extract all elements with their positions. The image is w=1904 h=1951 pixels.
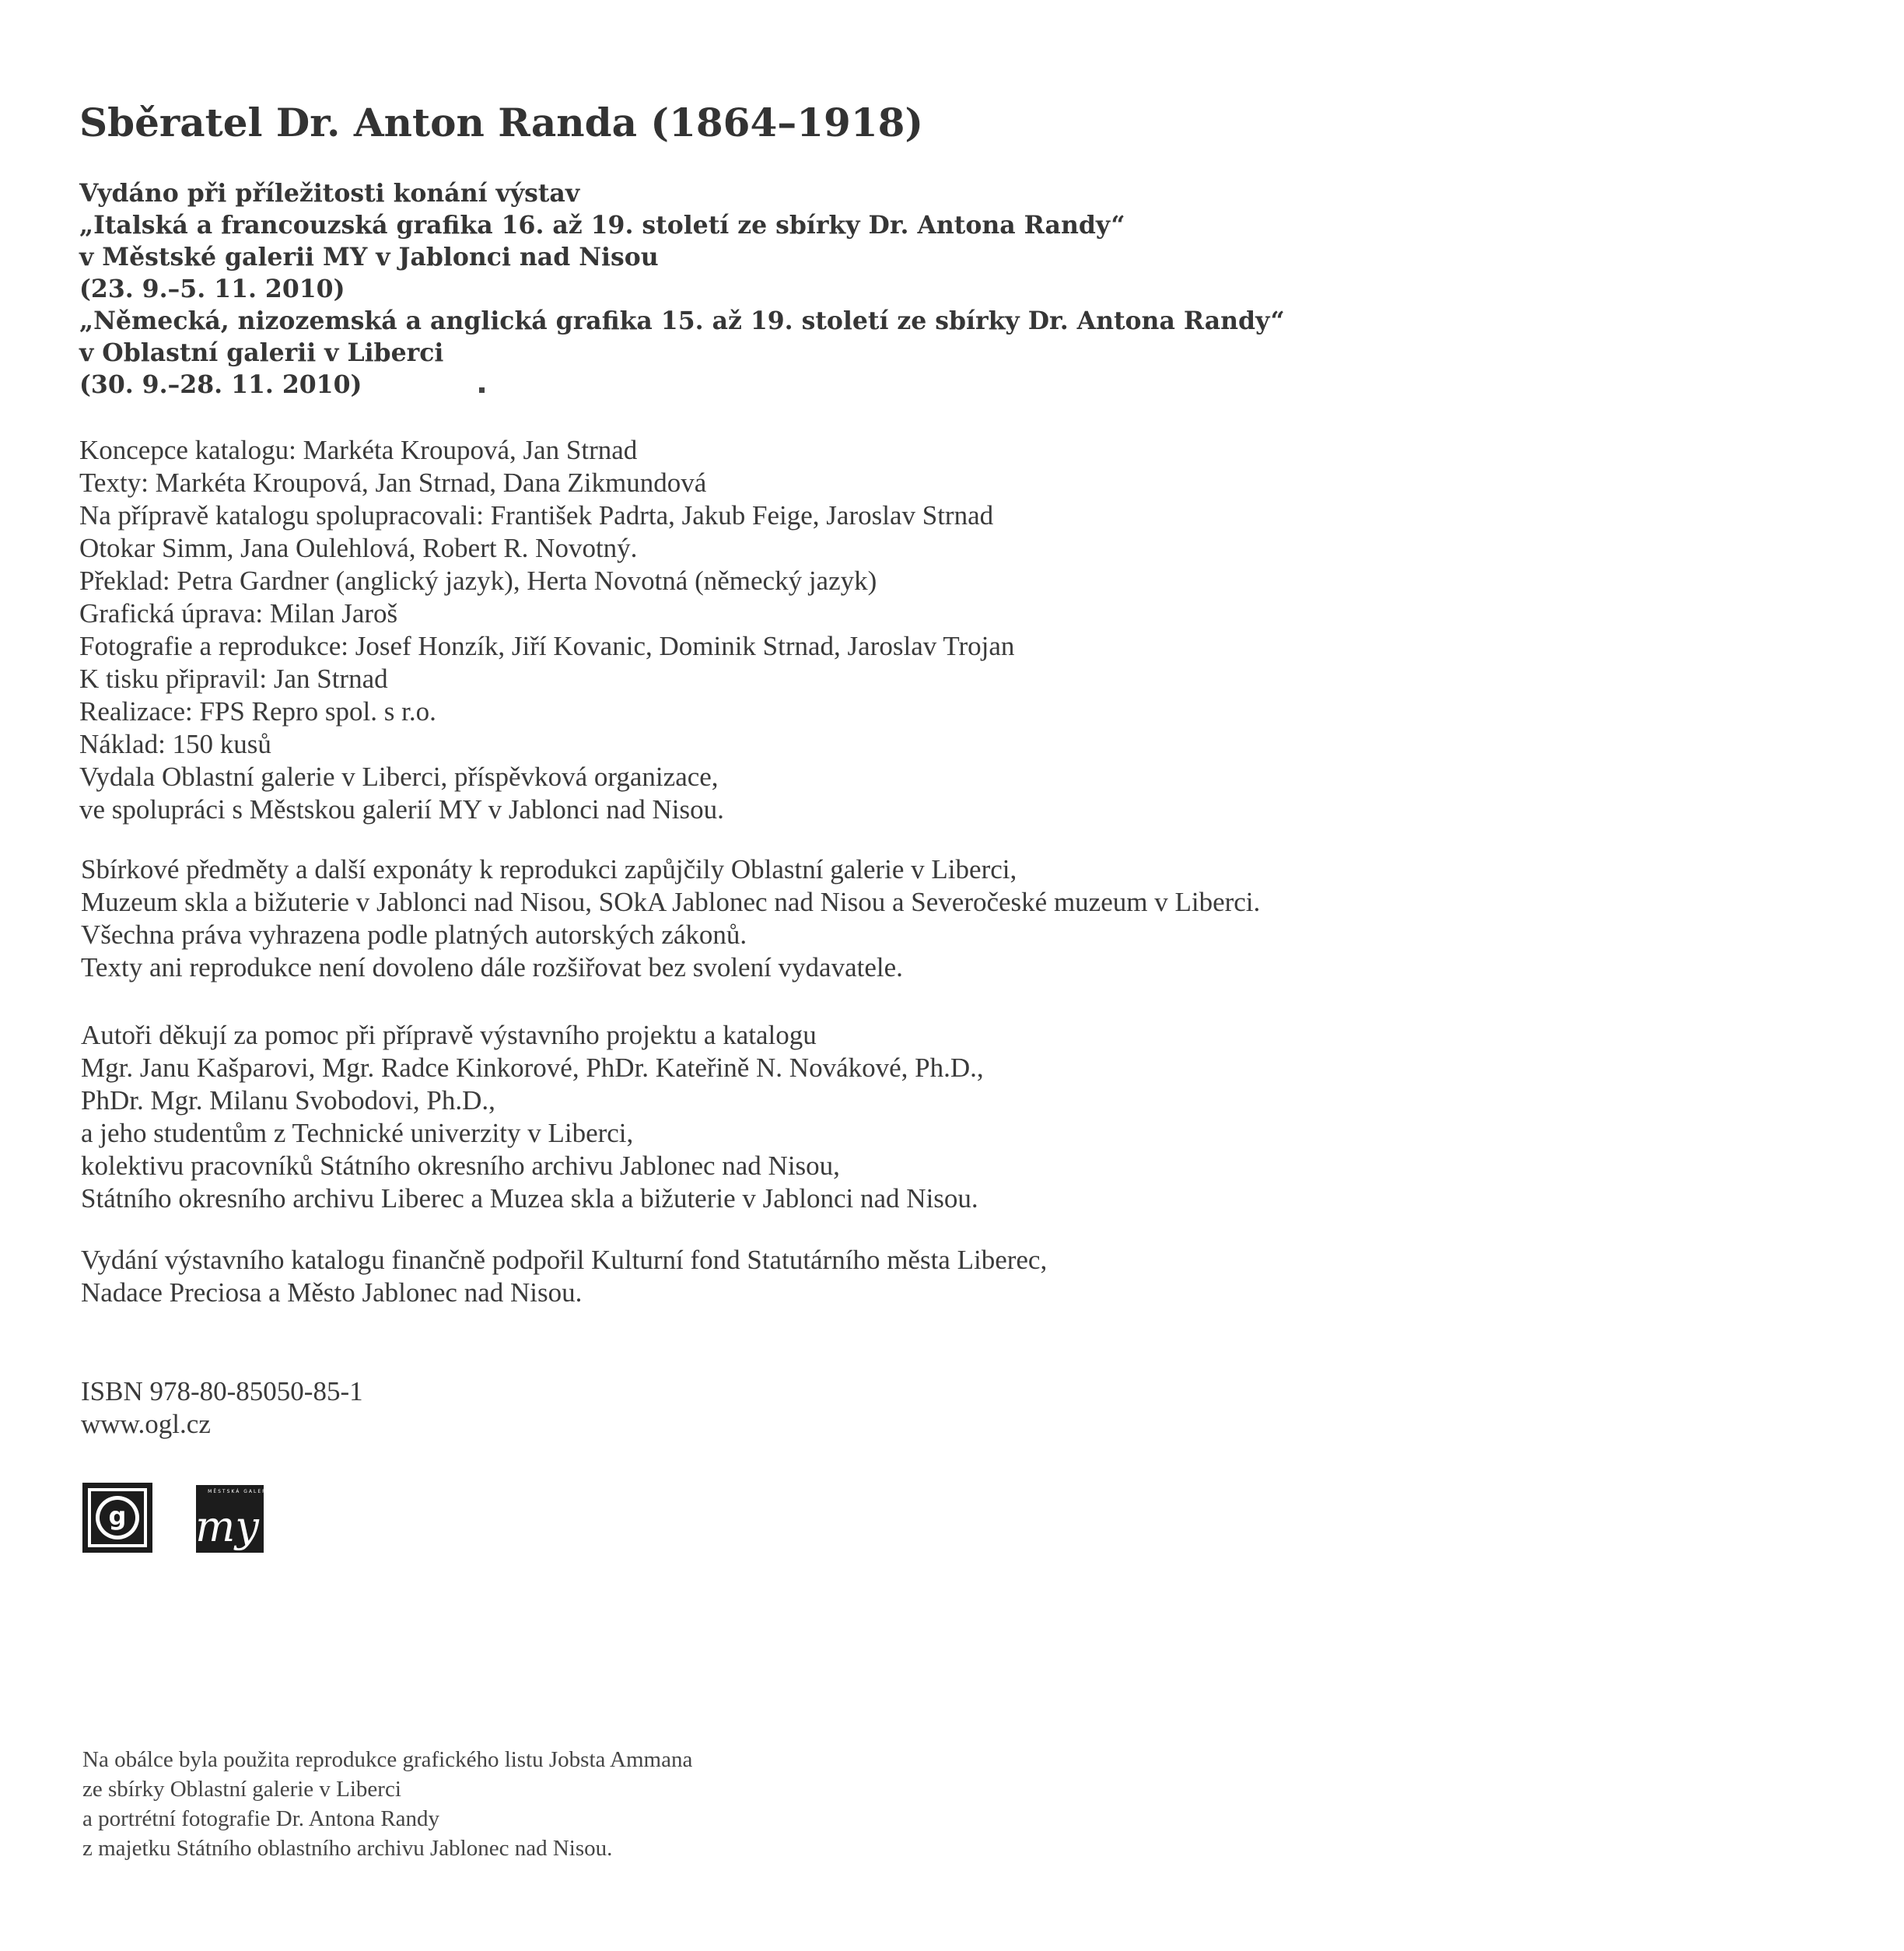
cover-note-line: ze sbírky Oblastní galerie v Liberci [82,1777,401,1802]
ogl-logo-letter: g [108,1501,127,1531]
ogl-logo [82,1483,152,1553]
credits-line: Texty: Markéta Kroupová, Jan Strnad, Dana Zikmundová [79,468,707,498]
credits-line: Grafická úprava: Milan Jaroš [79,598,398,629]
thanks-line: a jeho studentům z Technické univerzity v Liberci, [81,1118,634,1148]
ogl-logo-icon [82,1483,152,1553]
edition-line: „Německá, nizozemská a anglická grafika 15. až 19. století ze sbírky Dr. Antona Randy“ [79,306,1285,335]
galerie-my-logo [195,1485,275,1553]
edition-line: (23. 9.–5. 11. 2010) [79,275,345,303]
credits-line: Koncepce katalogu: Markéta Kroupová, Jan Strnad [79,435,638,465]
galerie-my-logo-icon [195,1485,275,1553]
thanks-line: Autoři děkují za pomoc při přípravě výstavního projektu a katalogu [81,1020,817,1050]
rights-line: Texty ani reprodukce není dovoleno dále rozšiřovat bez svolení vydavatele. [81,952,903,983]
publication-info [81,1375,363,1441]
funding-line: Vydání výstavního katalogu finančně podpořil Kulturní fond Statutárního města Liberec, [81,1245,1048,1275]
thanks-line: Státního okresního archivu Liberec a Muzea skla a bižuterie v Jablonci nad Nisou. [81,1183,978,1214]
galerie-my-small-text: MĚSTSKÁ GALERIE [208,1489,275,1494]
stray-dot [479,387,485,393]
edition-line: v Městské galerii MY v Jablonci nad Nisou [79,243,659,271]
credits-line: Fotografie a reprodukce: Josef Honzík, Jiří Kovanic, Dominik Strnad, Jaroslav Trojan [79,631,1015,661]
website-link[interactable]: www.ogl.cz [81,1409,211,1439]
thanks-line: kolektivu pracovníků Státního okresního archivu Jablonec nad Nisou, [81,1151,840,1181]
funding-block [81,1244,1047,1309]
credits-line: K tisku připravil: Jan Strnad [79,664,388,694]
edition-line: v Oblastní galerii v Liberci [79,338,444,367]
credits-line: Vydala Oblastní galerie v Liberci, příspěvková organizace, [79,762,719,792]
edition-line: Vydáno při příležitosti konání výstav [79,179,580,208]
credits-line: Na přípravě katalogu spolupracovali: František Padrta, Jakub Feige, Jaroslav Strnad [79,500,994,531]
cover-note-line: a portrétní fotografie Dr. Antona Randy [82,1806,440,1831]
funding-line: Nadace Preciosa a Město Jablonec nad Nisou. [81,1277,583,1308]
credits-line: Realizace: FPS Repro spol. s r.o. [79,696,436,727]
edition-line: „Italská a francouzská grafika 16. až 19. století ze sbírky Dr. Antona Randy“ [79,211,1125,240]
credits-line: Otokar Simm, Jana Oulehlová, Robert R. Novotný. [79,533,638,563]
rights-line: Všechna práva vyhrazena podle platných autorských zákonů. [81,919,747,950]
edition-line: (30. 9.–28. 11. 2010) [79,370,362,399]
cover-note [82,1745,692,1863]
credits-line: Překlad: Petra Gardner (anglický jazyk), Herta Novotná (německý jazyk) [79,566,877,596]
rights-line: Muzeum skla a bižuterie v Jablonci nad Nisou, SOkA Jablonec nad Nisou a Severočeské muzeum v Liberci. [81,887,1261,917]
page-title: Sběratel Dr. Anton Randa (1864–1918) [79,100,924,145]
credits-line: Náklad: 150 kusů [79,729,271,759]
acknowledgements-block [81,1019,984,1215]
rights-block [81,853,1260,984]
thanks-line: Mgr. Janu Kašparovi, Mgr. Radce Kinkorové, PhDr. Kateřině N. Novákové, Ph.D., [81,1053,984,1083]
cover-note-line: Na obálce byla použita reprodukce grafického listu Jobsta Ammana [82,1747,693,1772]
rights-line: Sbírkové předměty a další exponáty k reprodukci zapůjčily Oblastní galerie v Liberci, [81,854,1017,884]
thanks-line: PhDr. Mgr. Milanu Svobodovi, Ph.D., [81,1085,495,1116]
isbn: ISBN 978-80-85050-85-1 [81,1376,363,1406]
cover-note-line: z majetku Státního oblastního archivu Jablonec nad Nisou. [82,1836,613,1861]
credits-block [79,434,1014,826]
edition-info [79,177,1285,401]
credits-line: ve spolupráci s Městskou galerií MY v Jablonci nad Nisou. [79,794,724,825]
galerie-my-script: my [195,1502,259,1551]
